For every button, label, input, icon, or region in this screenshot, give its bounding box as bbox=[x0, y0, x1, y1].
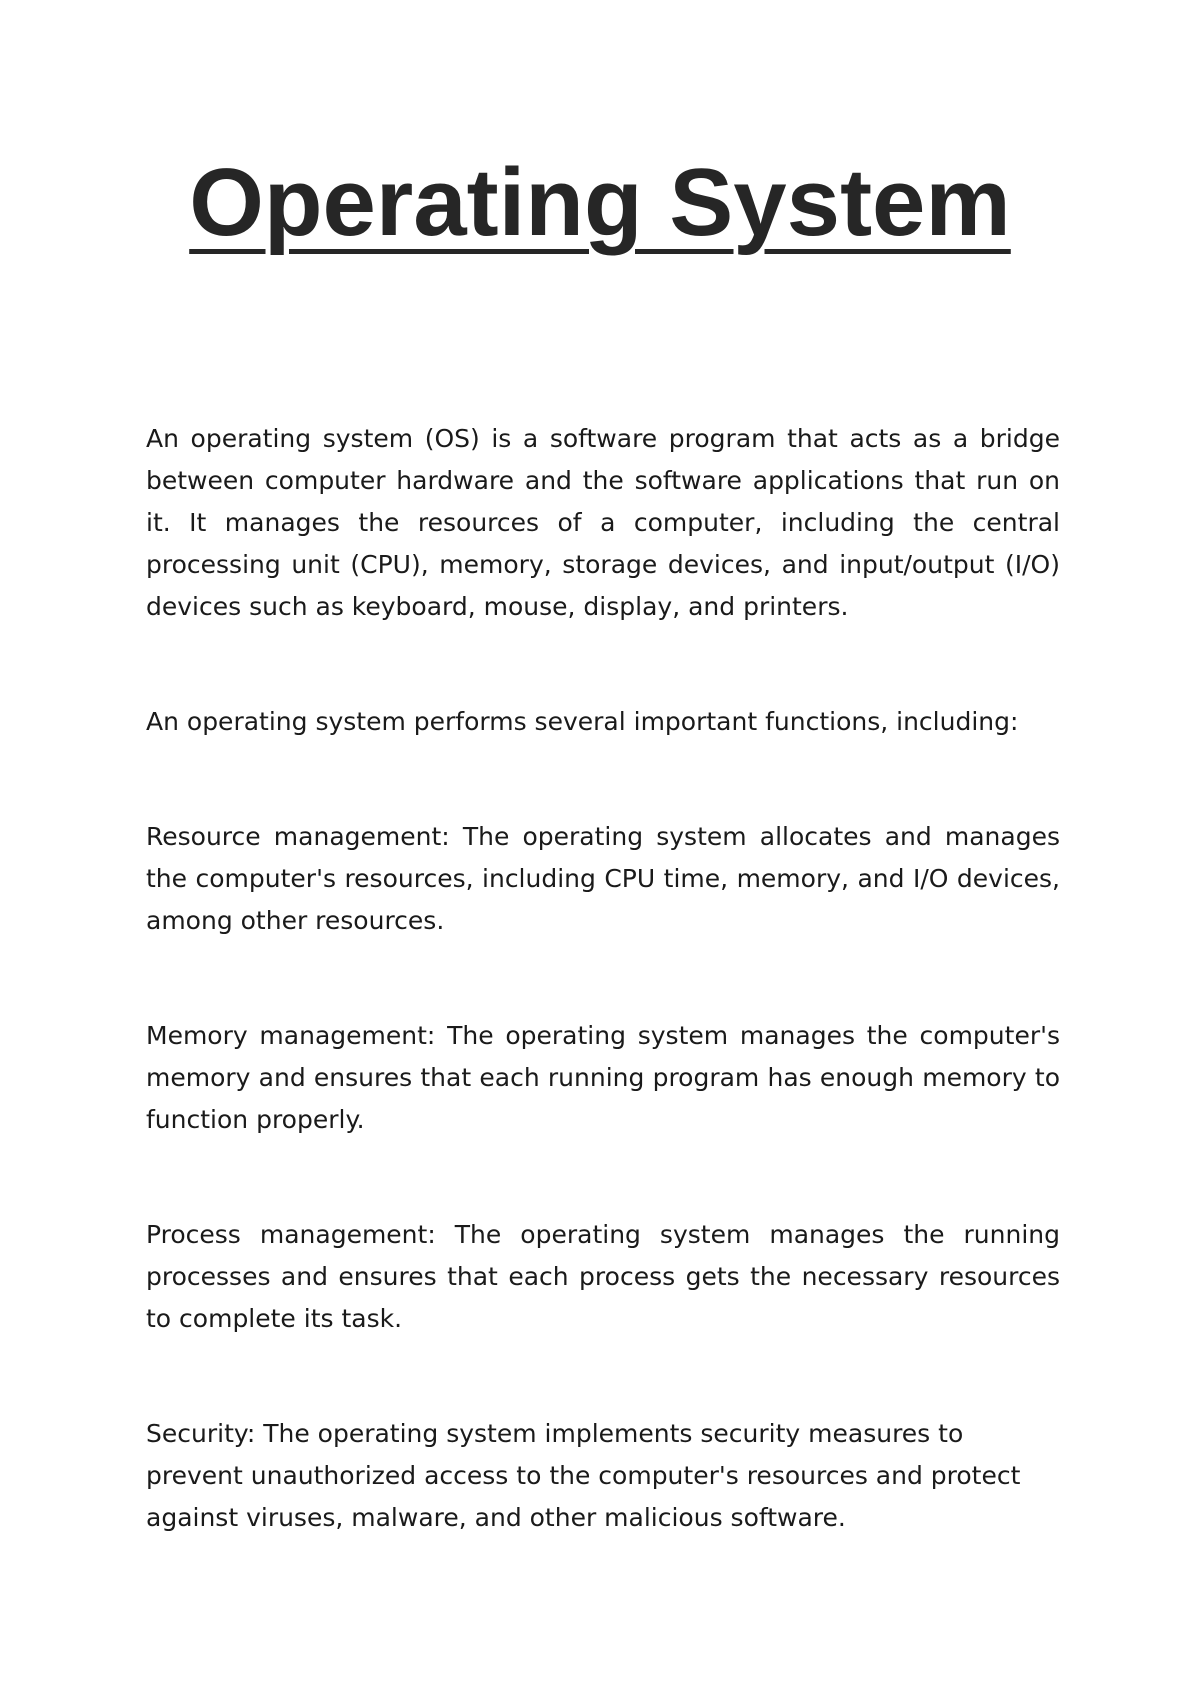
paragraph-functions-lead: An operating system performs several important functions, including: bbox=[146, 707, 1019, 736]
paragraph-process-management: Process management: The operating system manages the running processes and ensures that each process gets the necessary resources to complete its task. bbox=[146, 1220, 1060, 1333]
page-title bbox=[0, 148, 1200, 258]
paragraph-security: Security: The operating system implements security measures to prevent unauthorized access to the computer's resources and protect against viruses, malware, and other malicious software. bbox=[146, 1419, 1021, 1532]
document-body bbox=[146, 418, 1060, 1612]
paragraph-resource-management: Resource management: The operating system allocates and manages the computer's resources, including CPU time, memory, and I/O devices, among other resources. bbox=[146, 822, 1060, 935]
paragraph-intro: An operating system (OS) is a software program that acts as a bridge between computer hardware and the software applications that run on it. It manages the resources of a computer, including the central processing unit (CPU), memory, storage devices, and input/output (I/O) devices such as keyboard, mouse, display, and printers. bbox=[146, 424, 1060, 621]
paragraph-memory-management: Memory management: The operating system manages the computer's memory and ensures that each running program has enough memory to function properly. bbox=[146, 1021, 1060, 1134]
page-title-text: Operating System bbox=[189, 149, 1011, 256]
